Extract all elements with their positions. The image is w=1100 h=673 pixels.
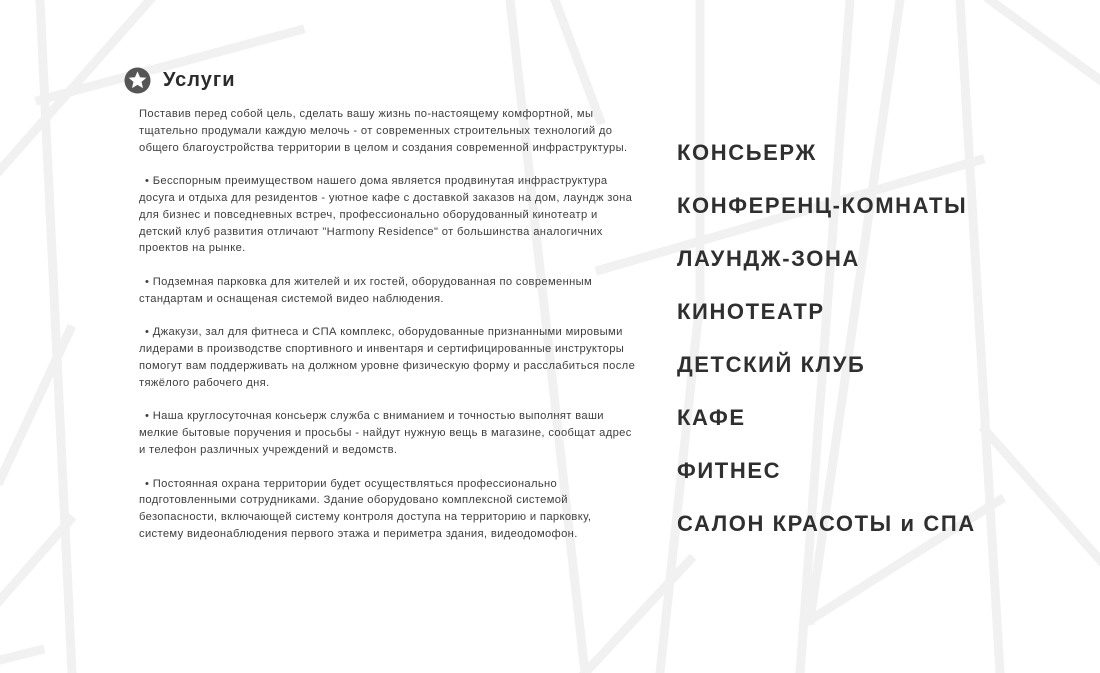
paragraph-parking: • Подземная парковка для жителей и их гостей, оборудованная по современным стандартам и оснащеная системой видео наблюдения. xyxy=(139,275,593,305)
star-circle-icon xyxy=(124,67,151,94)
services-list xyxy=(677,134,976,558)
service-lounge: ЛАУНДЖ-ЗОНА xyxy=(677,246,860,271)
intro-paragraph: Поставив перед собой цель, сделать вашу жизнь по-настоящему комфортной, мы тщательно продумали каждую мелочь - от современных строительных технологий до общего благоустройства территории в целом и создания современной инфраструктуры. xyxy=(139,108,628,154)
service-conference-rooms: КОНФЕРЕНЦ-КОМНАТЫ xyxy=(677,193,968,218)
service-fitness: ФИТНЕС xyxy=(677,458,782,483)
paragraph-security: • Постоянная охрана территории будет осуществляться профессионально подготовленными сотрудниками. Здание оборудовано комплексной системой безопасности, включающей систему контроля доступа на территорию и парковку, систему видеонаблюдения первого этажа и периметра здания, видеодомофон. xyxy=(139,477,592,540)
service-concierge: КОНСЬЕРЖ xyxy=(677,140,817,165)
service-kids-club: ДЕТСКИЙ КЛУБ xyxy=(677,352,866,377)
page-title: Услуги xyxy=(163,69,236,91)
description-text xyxy=(139,106,639,560)
service-beauty-spa: САЛОН КРАСОТЫ и СПА xyxy=(677,511,976,536)
service-cinema: КИНОТЕАТР xyxy=(677,299,825,324)
service-cafe: КАФЕ xyxy=(677,405,746,430)
paragraph-infrastructure: • Бесспорным преимуществом нашего дома является продвинутая инфраструктура досуга и отдыха для резидентов - уютное кафе с доставкой заказов на дом, лаундж зона для бизнес и повседневных встреч, профессионально оборудованный кинотеатр и детский клуб развития отличают "Harmony Residence" от большинства аналогичних проектов на рынке. xyxy=(139,175,633,255)
paragraph-concierge: • Наша круглосуточная консьерж служба с вниманием и точностью выполнят ваши мелкие бытовые поручения и просьбы - найдут нужную вещь в магазине, сообщат адрес и телефон различных учреждений и ведомств. xyxy=(139,410,632,456)
paragraph-spa: • Джакузи, зал для фитнеса и СПА комплекс, оборудованные признанными мировыми лидерами в производстве спортивного и инвентаря и сертифицированные инструкторы помогут вам поддерживать на должном уровне физическую форму и расслабиться после тяжёлого рабочего дня. xyxy=(139,326,636,389)
section-header xyxy=(124,67,236,94)
